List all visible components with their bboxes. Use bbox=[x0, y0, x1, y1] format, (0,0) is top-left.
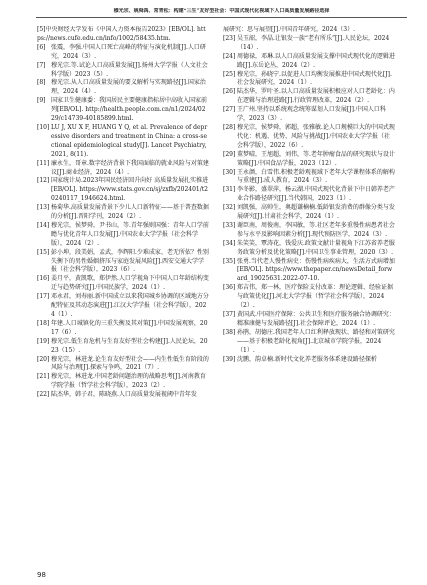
reference-text: 穆光宗，林进龙.中国老龄问题治理的战略思考[J].河南教育学院学报（哲学社会科学版），2023（2）. bbox=[51, 373, 206, 390]
reference-text: 陆杰华，罗叶圣.以人口高质量发展积极应对人口老龄化：内在逻辑与治理进路[J].行政管理改革，2024（2）. bbox=[237, 88, 395, 105]
reference-entry bbox=[37, 44, 209, 62]
reference-text: 沈鹏，韵卓楠.新时代文化养老服务体系建设路径探析 bbox=[237, 355, 377, 363]
reference-text: 陆杰华，韩子君，陈晓燕.人口高质量发展视阈中青年发 bbox=[51, 391, 197, 399]
page-number: 98 bbox=[37, 571, 46, 579]
reference-entry bbox=[223, 311, 395, 329]
reference-number: [6] bbox=[37, 43, 46, 51]
reference-text: 穆光宗，林进龙.论生育友好型社会——内生性低生育阶段的风险与治理[J].探索与争鸣，2021（7）. bbox=[51, 355, 209, 372]
reference-entry bbox=[37, 62, 209, 80]
reference-number: [25] bbox=[223, 70, 236, 78]
reference-entry bbox=[37, 373, 209, 391]
references-column-right bbox=[223, 26, 395, 565]
reference-entry bbox=[223, 53, 395, 71]
reference-number: [34] bbox=[223, 239, 236, 247]
reference-entry bbox=[37, 160, 209, 178]
reference-text: LU J, XU X F, HUANG Y Q, et al. Prevalence of depressive disorders and treatment in China: a cross-sectional epidemiological study[J]. Lancet Psychiatry, 2021, 8(11). bbox=[51, 123, 208, 158]
reference-number: [35] bbox=[223, 257, 236, 265]
reference-number: [37] bbox=[223, 311, 236, 318]
reference-text: 穆光宗，孙晓宁.以促进人口均衡发展推进中国式现代化[J].社会发展研究，2024（1）. bbox=[237, 70, 392, 87]
reference-entry bbox=[37, 320, 209, 338]
reference-entry bbox=[223, 329, 395, 356]
reference-entry bbox=[223, 284, 395, 311]
reference-number: [7] bbox=[37, 61, 46, 69]
reference-number: [19] bbox=[37, 337, 50, 345]
reference-text: 杨菊华.高质量发展背景下少儿人口新特征——基于普查数据的分析[J].晋阳学刊，2024（2）. bbox=[51, 204, 209, 221]
references-column-left bbox=[37, 26, 209, 565]
reference-text: 张震，李强.中国人口死亡高峰的特征与演化机制[J].人口研究，2024（3）. bbox=[51, 43, 206, 60]
reference-number: [9] bbox=[37, 97, 46, 105]
reference-number: [12] bbox=[37, 177, 50, 185]
reference-text: 董梦晴，王旭超，刘伟，等.老年肿瘤食品的研究现状与设计策略[J].中国食品学报，2023（12）. bbox=[237, 150, 395, 167]
reference-entry bbox=[223, 258, 395, 285]
reference-entry bbox=[223, 106, 395, 124]
reference-text: 吴玉韶，李晶.让银发一族“老有所乐”[J].人民论坛，2024（14）. bbox=[237, 34, 390, 51]
reference-number: [11] bbox=[37, 159, 50, 167]
reference-text: 邓永君，刘寿丽.新中国成立以来我国城乡协调的区域地方分配特征及其动态演进[J].江汉大学学报（社会科学版），2024（1）. bbox=[51, 293, 209, 318]
reference-number: [8] bbox=[37, 79, 46, 87]
reference-number: [18] bbox=[37, 319, 50, 327]
reference-entry bbox=[223, 71, 395, 89]
reference-text: 周德禄，邓琳.以人口高质量发展支撑中国式现代化的逻辑进路[J].东岳论丛，2024（2）. bbox=[237, 52, 395, 69]
reference-text: 穆光宗.从人口高质量发展的要义解析与实现路径[J].国家治理，2024（4）. bbox=[51, 79, 206, 96]
reference-text: [5]中央财经大学发布《中国人力资本报告2023》[EB/OL]. https://news.cufe.edu.cn/info/1002/58435.htm. bbox=[37, 26, 206, 42]
reference-entry bbox=[223, 26, 395, 35]
reference-entry bbox=[223, 356, 395, 365]
reference-number: [27] bbox=[223, 106, 236, 114]
header-rule bbox=[36, 17, 407, 18]
reference-entry bbox=[37, 249, 209, 276]
reference-text: 孙鹃，胡德庄.我国老年人口红利释放现状、路径和对策研究——基于积极老龄化视角[J].北京城市学院学报，2024（1）. bbox=[237, 328, 395, 354]
reference-number: [29] bbox=[223, 150, 236, 158]
reference-number: [32] bbox=[223, 204, 236, 212]
reference-entry bbox=[37, 391, 209, 400]
reference-entry bbox=[223, 240, 395, 258]
reference-text: 王广州.坚持以系统观念统筹谋划人口发展[J].中国人口科学，2023（3）. bbox=[237, 106, 386, 123]
reference-entry bbox=[223, 186, 395, 204]
reference-text: 郑吉伟，郑一林，医疗保险支付改革：理论逻辑、经验证据与政策优化[J].河北大学学报（哲学社会科学版），2024（2）. bbox=[237, 284, 394, 310]
reference-text: 穆光宗，侯梦舜，郭超，张雅敏.论人口规模巨大的中国式现代化：机遇、优势、风险与挑战[J].中国农业大学学报（社会科学版），2022（6）. bbox=[237, 123, 395, 149]
reference-number: [30] bbox=[223, 168, 236, 176]
reference-number: [38] bbox=[223, 328, 236, 336]
reference-text: 穆光宗，侯梦舜，尹书山，等.青年强则国强：青年人口学前瞻与优化青年人口发展[J].中国农业大学学报（社会科学版），2024（2）. bbox=[51, 221, 209, 247]
reference-entry bbox=[223, 169, 395, 187]
reference-entry bbox=[37, 338, 209, 356]
reference-text: 穆光宗.低生育危机与生育友好型社会构建[J].人民论坛，2023（15）. bbox=[51, 337, 208, 354]
reference-text: 王永颜，白雪伟.积极老龄观视域下老年大学课程体系的解构与重建[J].成人教育，2024（3）. bbox=[237, 168, 395, 185]
reference-text: 朱笑笑，覃涛花，钱爱庆.政策文献计量视角下江苏省养老服务政策分析及优化策略[J].中国卫生事业管理，2020（3）. bbox=[237, 239, 395, 256]
reference-text: 刘凯强，高帅生，奥超谦楠楠.低龄银发消费的群像分类与发展研究[J].甘肃社会科学，2024（1）. bbox=[237, 204, 395, 221]
reference-entry bbox=[223, 35, 395, 53]
reference-text: 年建.人口城镇化的三重失衡及其对策[J].中国发展观察，2017（6）. bbox=[51, 319, 208, 336]
reference-entry bbox=[37, 293, 209, 320]
reference-number: [28] bbox=[223, 123, 236, 131]
reference-number: [17] bbox=[37, 293, 50, 301]
reference-number: [23] bbox=[223, 34, 236, 42]
reference-entry bbox=[37, 124, 209, 160]
reference-entry bbox=[223, 88, 395, 106]
reference-entry bbox=[37, 356, 209, 374]
reference-number: [26] bbox=[223, 88, 236, 96]
reference-number: [13] bbox=[37, 204, 50, 212]
reference-text: 姜月平，黄凯歌，郑伊然.人口学视角下中国人口年龄结构变迁与趋势研究[J].中国民族学，2024（1）. bbox=[51, 275, 209, 292]
reference-number: [10] bbox=[37, 123, 50, 131]
reference-number: [39] bbox=[223, 355, 236, 363]
reference-entry bbox=[37, 222, 209, 249]
reference-entry bbox=[223, 222, 395, 240]
reference-number: [33] bbox=[223, 221, 236, 229]
reference-text: 廉永生，哥章.数字经济背景下我国面临的就业风险与对策建议[J].商业经济，2024（4）. bbox=[51, 159, 209, 176]
running-header: 穆光宗、姚舜禹、常青松：构建“三生”友好型社会：中国式现代化视域下人口高质量发展路径选择 bbox=[113, 8, 330, 14]
reference-entry bbox=[37, 97, 209, 124]
reference-entry bbox=[223, 124, 395, 151]
reference-text: 国家卫生健康委：我国居民主要健康指标居中高收入国家前列[EB/OL]. http://health.people.com.cn/n1/2024/0229/c14739-40185899.html. bbox=[51, 97, 208, 123]
reference-number: [31] bbox=[223, 186, 236, 194]
reference-number: [20] bbox=[37, 355, 50, 363]
reference-text: 彭小坤，段美娟，孟武，李辉阳.少难成家、老无所依？性别失衡下的男性婚姻挤压与家庭发展风险[J].西安交通大学学报（社会科学版），2023（6）. bbox=[51, 248, 209, 274]
reference-text: 李冬影，盛翠萍，杨云湖.中国式现代化背景下中日韩养老产业合作路径研究[J].当代韩国，2023（1）. bbox=[237, 186, 395, 203]
reference-text: 展研究：思与展望[J].中国青年研究，2024（3）. bbox=[223, 26, 355, 33]
reference-text: 国家统计局.2023年国民经济回升向好 高质量发展扎实推进[EB/OL]. https://www.stats.gov.cn/sj/zxfb/202401/t20240117_1946624.html. bbox=[51, 177, 209, 203]
reference-entry bbox=[37, 177, 209, 204]
reference-entry bbox=[223, 151, 395, 169]
reference-text: 谢臣南，周俊南，李国敏，等.社区老年多重慢性病患者社会参与水平及影响因素分析[J].现代预防医学，2024（3）. bbox=[237, 221, 395, 238]
reference-text: 穆光宗.等.试论人口高质量发展[J].扬州大学学报（人文社会科学版）2023（5）. bbox=[51, 61, 208, 78]
reference-number: [22] bbox=[37, 391, 50, 399]
reference-entry bbox=[37, 79, 209, 97]
reference-text: 张勇.当代老人慢性病史：伤慢性病疾病大，生活方式病增加[EB/OL]. https://www.thepaper.cn/newsDetail_forward_19025631.2022-07-10. bbox=[237, 257, 395, 283]
reference-number: [21] bbox=[37, 373, 50, 381]
reference-number: [36] bbox=[223, 284, 236, 292]
reference-number: [15] bbox=[37, 248, 50, 256]
reference-entry bbox=[37, 275, 209, 293]
reference-text: 黄国武.中国医疗保障：公共卫生和医疗服务融合协调研究：精准康健与发展路径[J].社会保障评论，2024（1）. bbox=[237, 311, 395, 327]
reference-number: [16] bbox=[37, 275, 50, 283]
reference-entry bbox=[223, 204, 395, 222]
reference-entry bbox=[37, 204, 209, 222]
reference-number: [24] bbox=[223, 52, 236, 60]
reference-entry bbox=[37, 26, 209, 44]
reference-number: [14] bbox=[37, 221, 50, 229]
